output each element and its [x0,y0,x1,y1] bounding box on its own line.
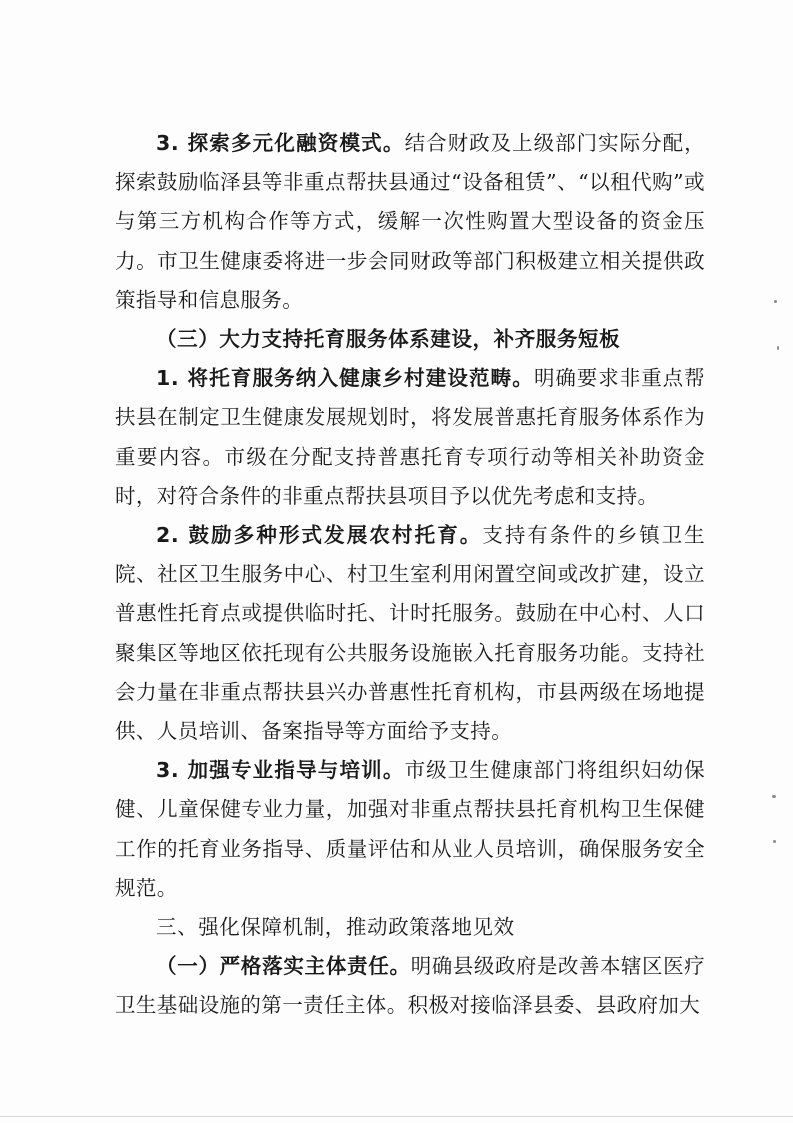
page-bottom-edge [0,1116,793,1117]
section-heading-childcare: （三）大力支持托育服务体系建设，补齐服务短板 [156,327,621,352]
paragraph-text: 市级卫生健康部门将组织妇幼保健、儿童保健专业力量，加强对非重点帮扶县托育机构卫生保健工作的托育业务指导、质量评估和从业人员培训，确保服务安全规范。 [115,758,705,900]
paragraph-lead: 1. 将托育服务纳入健康乡村建设范畴。 [156,366,534,391]
paragraph-rural-childcare [115,516,705,751]
paragraph-text: 明确县级政府是改善本辖区医疗卫生基础设施的第一责任主体。积极对接临泽县委、县政府加大 [115,954,705,1018]
paragraph-text: 结合财政及上级部门实际分配，探索鼓励临泽县等非重点帮扶县通过“设备租赁”、“以租代购”或与第三方机构合作等方式，缓解一次性购置大型设备的资金压力。市卫生健康委将进一步会同财政等部门积极建立相关提供政策指导和信息服务。 [115,131,705,312]
paragraph-lead: 2. 鼓励多种形式发展农村托育。 [156,523,483,548]
paragraph-text: 明确要求非重点帮扶县在制定卫生健康发展规划时，将发展普惠托育服务体系作为重要内容。市级在分配支持普惠托育专项行动等相关补助资金时，对符合条件的非重点帮扶县项目予以优先考虑和支持。 [115,366,706,508]
scan-speck [773,840,776,843]
paragraph-text: 支持有条件的乡镇卫生院、社区卫生服务中心、村卫生室利用闲置空间或改扩建，设立普惠性托育点或提供临时托、计时托服务。鼓励在中心村、人口聚集区等地区依托现有公共服务设施嵌入托育服务功能。支持社会力量在非重点帮扶县兴办普惠性托育机构，市县两级在场地提供、人员培训、备案指导等方面给予支持。 [115,523,706,744]
section-heading-safeguards: 三、强化保障机制，推动政策落地见效 [156,915,515,940]
scan-speck [774,300,777,303]
paragraph-financing [115,124,705,320]
paragraph-childcare-planning [115,359,705,516]
paragraph-lead: 3. 探索多元化融资模式。 [156,131,405,155]
scan-speck [777,346,779,350]
document-body [115,124,705,1026]
paragraph-training [115,751,705,908]
paragraph-lead: （一）严格落实主体责任。 [156,954,411,979]
scan-speck [772,795,776,798]
paragraph-responsibility [115,947,705,1025]
paragraph-lead: 3. 加强专业指导与培训。 [156,758,405,783]
